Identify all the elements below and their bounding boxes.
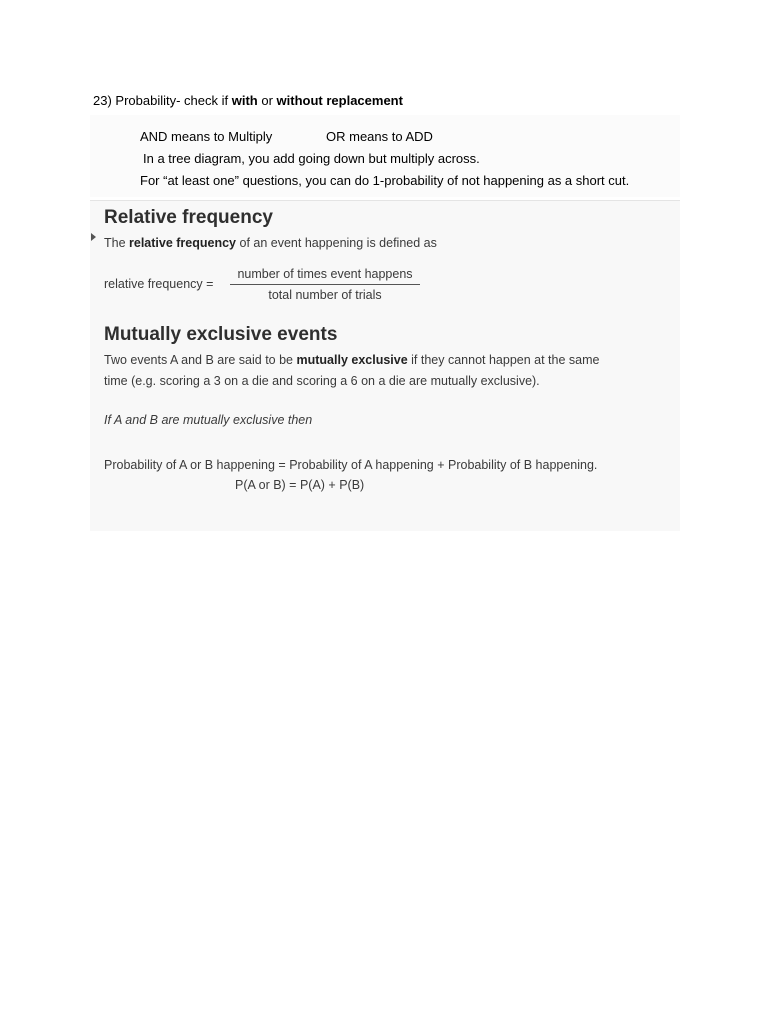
intro-text-end: of an event happening is defined as (236, 236, 437, 250)
addition-rule-formula: P(A or B) = P(A) + P(B) (235, 478, 365, 492)
or-rule: OR means to ADD (326, 129, 433, 144)
mutually-exclusive-condition: If A and B are mutually exclusive then (104, 413, 313, 427)
section-heading (93, 93, 403, 108)
heading-with: with (231, 93, 258, 108)
line1-text: Two events A and B are said to be (104, 353, 297, 367)
relative-frequency-fraction (230, 267, 420, 302)
mutually-exclusive-line2: time (e.g. scoring a 3 on a die and scoring a 6 on a die are mutually exclusive). (104, 374, 540, 388)
fraction-bar (230, 284, 420, 285)
relative-frequency-intro (104, 236, 437, 250)
relative-frequency-lhs: relative frequency = (104, 277, 214, 291)
heading-or: or (257, 93, 277, 108)
margin-mark (91, 233, 96, 241)
mutually-exclusive-line1 (104, 353, 599, 367)
intro-text: The (104, 236, 130, 250)
fraction-denominator: total number of trials (268, 288, 382, 302)
fraction-numerator: number of times event happens (237, 267, 413, 281)
and-rule: AND means to Multiply (140, 129, 273, 144)
line1-text-end: if they cannot happen at the same (407, 353, 600, 367)
intro-bold: relative frequency (129, 236, 237, 250)
tree-rule: In a tree diagram, you add going down but multiply across. (143, 151, 480, 166)
heading-without: without replacement (276, 93, 403, 108)
relative-frequency-title: Relative frequency (104, 207, 273, 228)
textbook-excerpt (90, 200, 680, 531)
line1-bold: mutually exclusive (296, 353, 408, 367)
at-least-one-rule: For “at least one” questions, you can do 1-probability of not happening as a short cut. (140, 173, 630, 188)
mutually-exclusive-title: Mutually exclusive events (104, 324, 338, 345)
heading-prefix: 23) Probability- check if (93, 93, 232, 108)
addition-rule-words: Probability of A or B happening = Probability of A happening + Probability of B happening. (104, 458, 598, 472)
tips-block (90, 115, 680, 197)
